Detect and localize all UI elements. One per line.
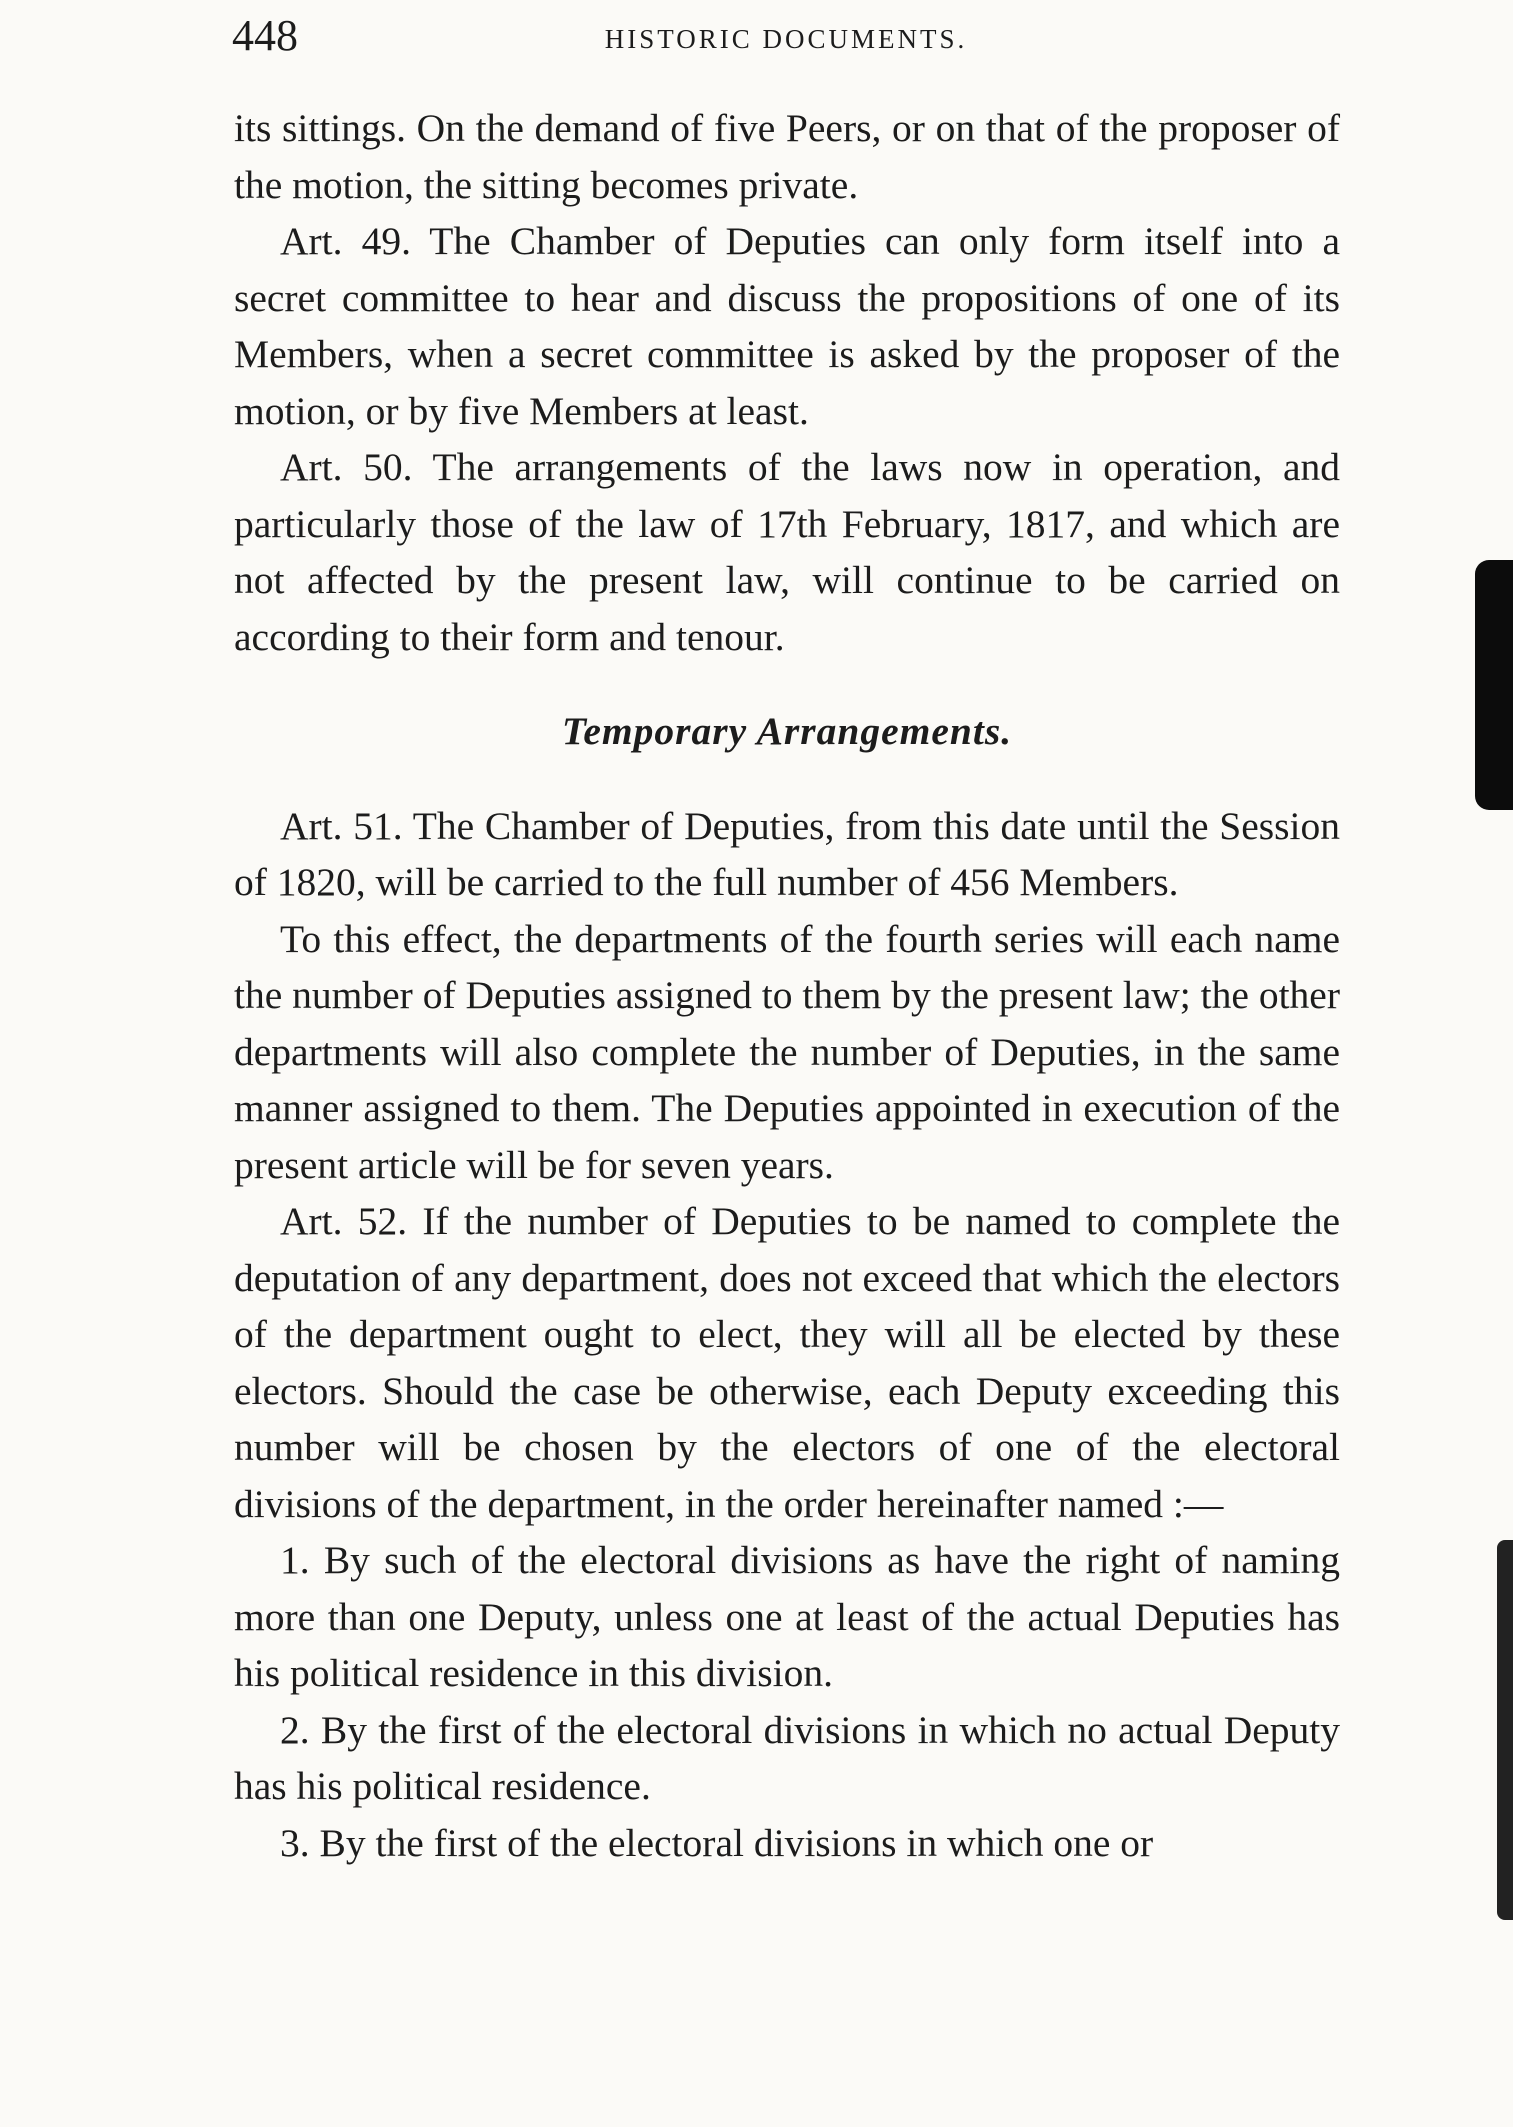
list-item-2: 2. By the first of the electoral divisions in which no actual Deputy has his political residence.: [234, 1707, 1340, 1808]
page-number: 448: [232, 11, 298, 60]
list-item-1: 1. By such of the electoral divisions as have the right of naming more than one Deputy, unless one at least of the actual Deputies has his political residence in this division.: [234, 1538, 1340, 1695]
body-text: [234, 100, 1340, 1871]
page-edge-shadow-upper: [1475, 560, 1513, 810]
running-head: [232, 6, 1340, 66]
paragraph-continuation: its sittings. On the demand of five Peers, or on that of the proposer of the motion, the sitting becomes private.: [234, 106, 1340, 207]
paragraph-art-51: Art. 51. The Chamber of Deputies, from this date until the Session of 1820, will be carried to the full number of 456 Members.: [234, 803, 1340, 904]
list-item-3: 3. By the first of the electoral divisions in which one or: [280, 1820, 1154, 1865]
paragraph-art-49: Art. 49. The Chamber of Deputies can only form itself into a secret committee to hear and discuss the propositions of one of its Members, when a secret committee is asked by the proposer of the motion, or by five Members at least.: [234, 219, 1340, 433]
page-edge-shadow-lower: [1497, 1540, 1513, 1920]
section-heading: Temporary Arrangements.: [561, 709, 1013, 753]
paragraph-art-50: Art. 50. The arrangements of the laws now in operation, and particularly those of the law of 17th February, 1817, and which are not affected by the present law, will continue to be carried on according to their form and tenour.: [234, 445, 1340, 659]
paragraph-art-51-effect: To this effect, the departments of the fourth series will each name the number of Deputies assigned to them by the present law; the other departments will also complete the number of Deputies, in the same manner assigned to them. The Deputies appointed in execution of the present article will be for seven years.: [234, 916, 1340, 1187]
paragraph-art-52: Art. 52. If the number of Deputies to be named to complete the deputation of any department, does not exceed that which the electors of the department ought to elect, they will all be elected by these electors. Should the case be otherwise, each Deputy exceeding this number will be chosen by the electors of one of the electoral divisions of the department, in the order hereinafter named :—: [234, 1199, 1340, 1526]
running-title: HISTORIC DOCUMENTS.: [604, 24, 968, 54]
